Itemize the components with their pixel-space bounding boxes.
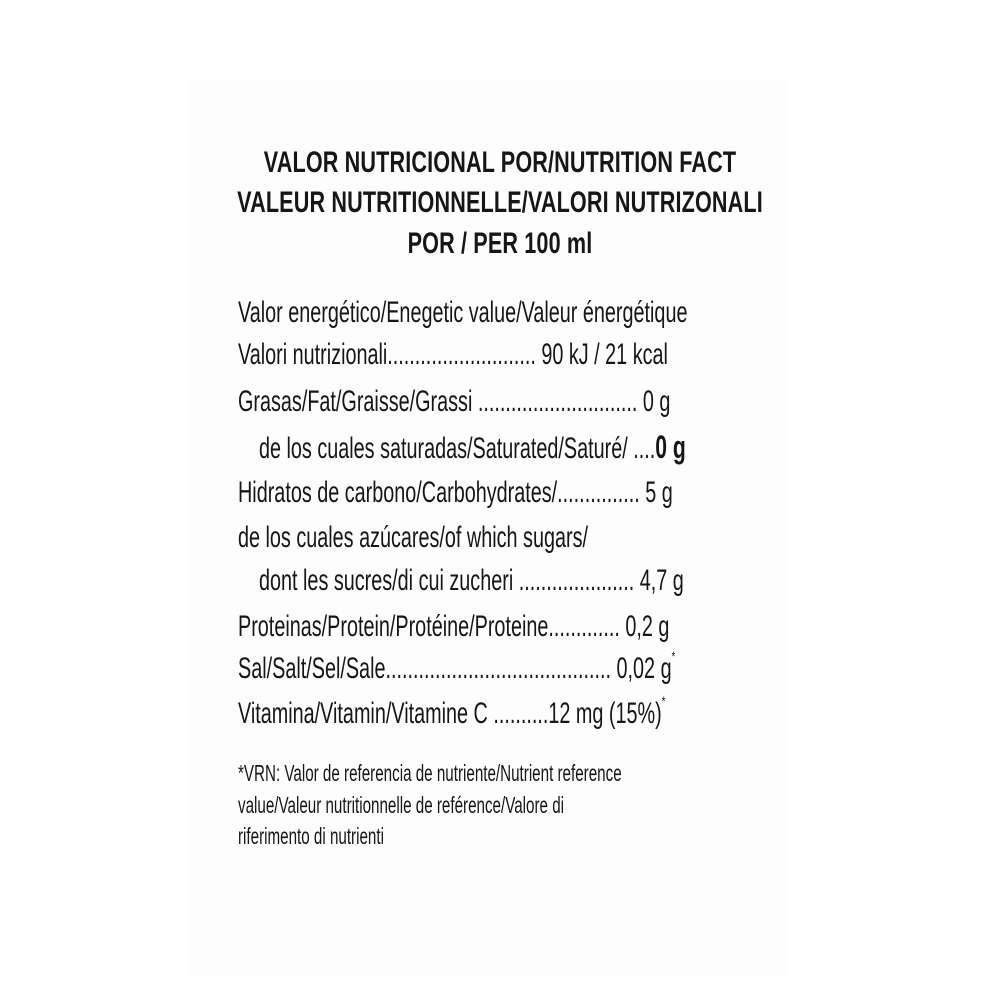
- nutrient-label: de los cuales saturadas/Saturated/Saturé/: [259, 432, 634, 465]
- footnote-line-1: *VRN: Valor de referencia de nutriente/Nutrient reference: [238, 760, 622, 786]
- nutrient-value: 0,2 g: [619, 610, 670, 643]
- dot-leader: .............: [548, 610, 620, 643]
- nutrient-label: Grasas/Fat/Graisse/Grassi: [238, 385, 478, 418]
- nutrient-row-energy-heading: [238, 296, 919, 330]
- nutrient-row-salt: [238, 648, 900, 686]
- nutrient-label: Hidratos de carbono/Carbohydrates/: [238, 476, 558, 509]
- nutrient-label: Sal/Salt/Sel/Sale: [238, 652, 386, 685]
- nutrient-row-sugars-heading: [238, 521, 768, 555]
- nutrient-row-fat: [238, 385, 893, 419]
- nutrient-value: 12 mg (15%): [548, 697, 662, 730]
- dot-leader: ...........................: [387, 338, 536, 371]
- nutrient-value: 0,02 g: [611, 652, 672, 685]
- footnote-line-2: value/Valeur nutritionnelle de reférence/Valore di: [238, 792, 565, 818]
- title-line-3: POR / PER 100 ml: [407, 227, 593, 260]
- dot-leader: .............................: [477, 385, 638, 418]
- nutrient-label: Valor energético/Enegetic value/Valeur énergétique: [238, 296, 688, 329]
- footnote-line-3: riferimento di nutrienti: [238, 823, 384, 849]
- nutrient-value: 0 g: [655, 429, 686, 465]
- title-line-2: VALEUR NUTRITIONNELLE/VALORI NUTRIZONALI: [237, 186, 763, 219]
- dot-leader: .........................................: [385, 652, 612, 685]
- nutrient-row-sugars: [259, 564, 903, 598]
- nutrient-value: 90 kJ / 21 kcal: [535, 338, 668, 371]
- asterisk-mark: *: [671, 648, 676, 664]
- nutrient-value: 0 g: [637, 385, 671, 418]
- nutrient-value: 4,7 g: [634, 564, 684, 597]
- nutrient-value: 5 g: [639, 476, 673, 509]
- nutrient-row-vitamin-c: [238, 693, 885, 731]
- nutrient-label: Proteinas/Protein/Protéine/Proteine: [238, 610, 549, 643]
- nutrient-row-protein: [238, 610, 892, 644]
- nutrient-row-energy: [238, 338, 889, 372]
- dot-leader: ...............: [557, 476, 640, 509]
- title-line-1: VALOR NUTRICIONAL POR/NUTRITION FACT: [263, 146, 737, 179]
- nutrient-label: Valori nutrizionali: [238, 338, 388, 371]
- dot-leader: ....: [633, 432, 656, 465]
- asterisk-mark: *: [661, 693, 666, 709]
- dot-leader: ..........: [493, 697, 549, 730]
- nutrient-row-carbohydrates: [238, 476, 897, 510]
- nutrient-row-saturated: [259, 429, 906, 463]
- nutrient-label: Vitamina/Vitamin/Vitamine C: [238, 697, 494, 730]
- nutrient-label: dont les sucres/di cui zucheri: [259, 564, 519, 597]
- nutrient-label: de los cuales azúcares/of which sugars/: [238, 521, 588, 554]
- dot-leader: .....................: [518, 564, 635, 597]
